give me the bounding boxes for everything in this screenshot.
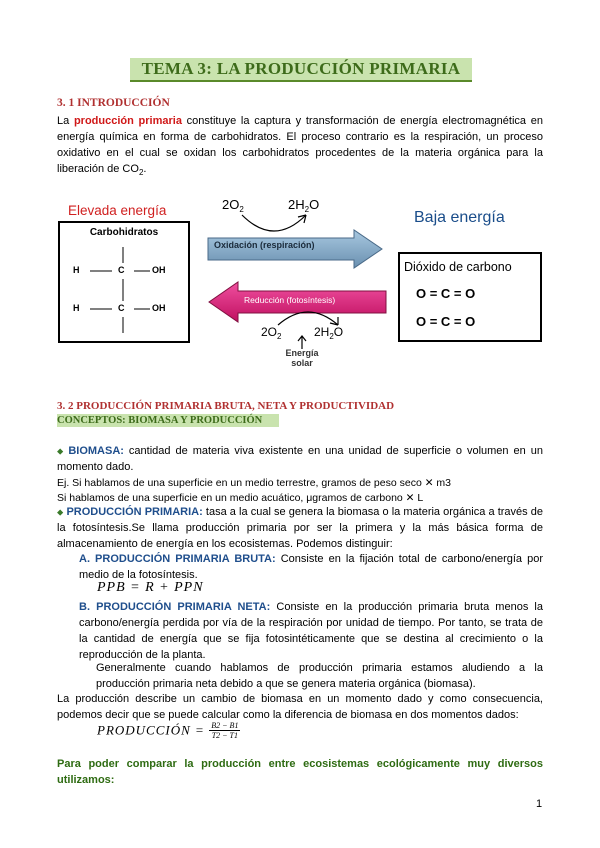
ppn-note: Generalmente cuando hablamos de producción primaria estamos aludiendo a la producción primaria neta debido a que se genera materia orgánica (biomasa). <box>96 662 543 690</box>
ppn-paragraph: B. PRODUCCIÓN PRIMARIA NETA: Consiste en la producción primaria bruta menos la carbono/energía perdida por vía de la respiración por unidad de tiempo. Por tanto, se trata de la cantidad de energía que se fija fotosintéticamente que se destina al crecimiento o la reproducción de la planta. <box>79 601 543 661</box>
energy-diagram <box>58 195 544 375</box>
production-paragraph: La producción describe un cambio de biomasa en un momento dado y como consecuencia, podemos decir que se puede calcular como la diferencia de biomasa en dos momentos dados: <box>57 693 543 721</box>
top-h2o-label: $2H_2O$ <box>288 197 320 214</box>
solar-energy-label: Energía solar <box>285 348 319 368</box>
concepts-subheading: CONCEPTOS: BIOMASA Y PRODUCCIÓN <box>57 414 279 427</box>
co2-title: Dióxido de carbono <box>404 260 512 274</box>
production-fraction: $\frac{B2 - B1}{T2 - T1}$ <box>211 721 239 740</box>
carbohydrates-title: Carbohidratos <box>89 227 159 238</box>
term-biomasa: BIOMASA: <box>68 445 124 457</box>
intro-paragraph: La producción primaria constituye la captura y transformación de energía electromagnética en energía química en forma de carbohidratos. El proceso contrario es la respiración, un proceso oxidativo en el cual se oxidan los carbohidratos procedentes de la materia orgánica para la liberación de $CO_2$. <box>57 115 543 177</box>
oxidation-label: Oxidación (respiración) <box>214 240 315 250</box>
ppb-paragraph: A. PRODUCCIÓN PRIMARIA BRUTA: Consiste en la fijación total de carbono/energía por medio de la fotosíntesis. <box>79 553 543 581</box>
term-produccion-primaria: producción primaria <box>73 115 182 127</box>
page-number: 1 <box>536 798 543 810</box>
carbohydrates-box: Carbohidratos H C OH H C OH <box>58 221 190 343</box>
reduction-label: Reducción (fotosíntesis) <box>244 295 336 305</box>
bottom-h2o-label: $2H_2O$ <box>314 325 344 341</box>
bottom-o2-label: $2O_2$ <box>261 325 282 341</box>
co2-formula-2: O = C = O <box>416 314 476 329</box>
biomasa-paragraph: ⬥ BIOMASA: cantidad de materia viva existente en una unidad de superficie o volumen en un momento dado. <box>57 445 543 473</box>
co2-box <box>398 252 542 342</box>
page-title: TEMA 3: LA PRODUCCIÓN PRIMARIA <box>130 58 472 82</box>
ppb-formula: PPB = R + PPN <box>97 580 204 595</box>
section-heading-produccion: 3. 2 PRODUCCIÓN PRIMARIA BRUTA, NETA Y PRODUCTIVIDAD <box>57 400 395 412</box>
high-energy-label: Elevada energía <box>68 203 167 218</box>
top-o2-label: $2O_2$ <box>222 197 244 214</box>
compare-paragraph: Para poder comparar la producción entre ecosistemas ecológicamente muy diversos utilizamos: <box>57 758 543 786</box>
section-heading-introduccion: 3. 1 INTRODUCCIÓN <box>57 97 170 109</box>
low-energy-label: Baja energía <box>414 209 505 226</box>
co2-formula-1: O = C = O <box>416 286 476 301</box>
produccion-paragraph: ⬥ PRODUCCIÓN PRIMARIA: tasa a la cual se genera la biomasa o la materia orgánica a través de la fotosíntesis.Se llama producción primaria por ser la primera y la más básica forma de almacenamiento de energía en los ecosistemas. Podemos distinguir: <box>57 506 543 550</box>
example-acuatico: Si hablamos de una superficie en un medio acuático, μgramos de carbono ✕ L <box>57 492 424 504</box>
carbohydrate-structure <box>60 223 188 341</box>
example-terrestre: Ej. Si hablamos de una superficie en un medio terrestre, gramos de peso seco ✕ m3 <box>57 477 452 489</box>
production-formula: PRODUCCIÓN = $\frac{B2 - B1}{T2 - T1}$ <box>97 721 239 740</box>
term-produccion: PRODUCCIÓN PRIMARIA: <box>66 506 203 518</box>
